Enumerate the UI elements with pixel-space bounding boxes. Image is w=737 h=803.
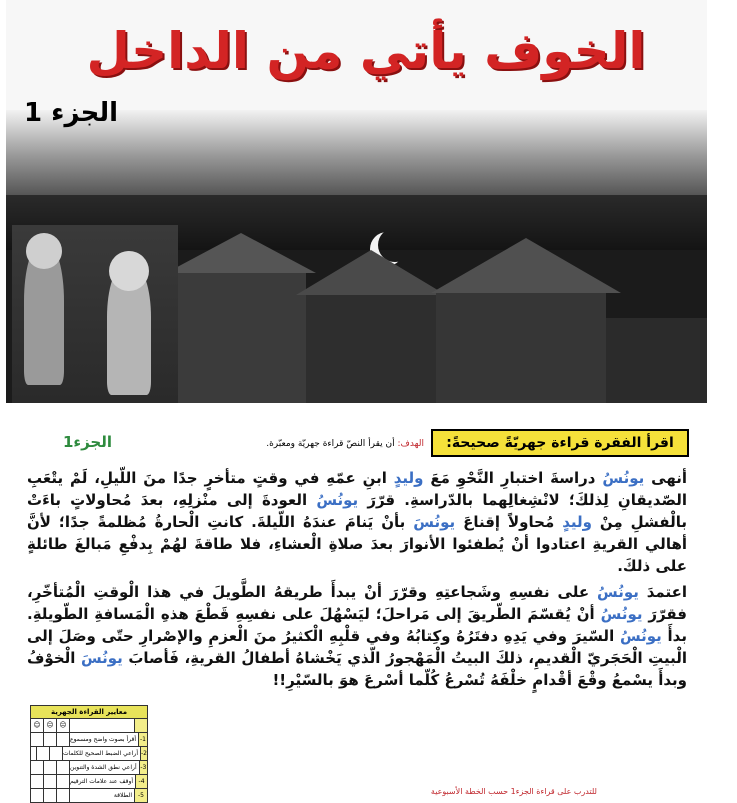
part-label: الجزء1 [62,433,112,451]
goal-text: أن يقرأ النصّ قراءة جهريّة ومعبّرة. [266,439,395,449]
footnote: للتدرب على قراءة الجزء1 حسب الخطة الأسبوعية [430,787,597,796]
rubric-title: معايير القراءة الجهرية [31,706,147,719]
rubric-row [31,733,147,747]
rubric-row-number: 4- [135,775,147,788]
house-middle [306,290,436,403]
rubric-face-icon: ☹ [57,719,70,732]
rubric-checkbox[interactable] [57,761,70,774]
rubric-criterion: أراعي نطق الشدة والتنوين [70,764,137,771]
rubric-criterion: الطلاقة [113,792,132,799]
character-name: يونُسُ [602,469,645,487]
character-name: يونُسُ [619,627,662,645]
rubric-criterion: أراعي الضبط الصحيح للكلمات [62,750,138,757]
rubric-criterion: أقرأ بصوت واضح ومسموع [70,736,136,743]
rubric-checkbox[interactable] [31,775,44,788]
rubric-checkbox[interactable] [57,733,70,746]
rubric-checkbox[interactable] [31,761,44,774]
rubric-face-icon: 😐 [44,719,57,732]
story-text [27,467,687,695]
house-far-right [606,318,707,403]
rubric-checkbox[interactable] [31,789,44,802]
story-segment: العودةَ إلى منْزلِهِ، بعدَ مُحاولاتٍ باءَتْ بالْفشلِ مِنْ [27,491,688,531]
banner-part-label: الجزء 1 [24,98,119,128]
story-segment: أنْ يُقسّمَ الطّريقَ إلى مَراحلَ؛ ليَسْهُلَ على نفسِهِ قَطْعَ هذهِ الْمَسافةِ الطّويلةِ. بدأَ [27,605,687,645]
rubric-row [31,747,147,761]
story-paragraph [27,581,687,691]
story-segment: مُحاولاً إقناعَ [455,513,563,531]
rubric-checkbox[interactable] [57,775,70,788]
rubric-row-number: 3- [139,761,147,774]
rubric-checkbox[interactable] [31,733,44,746]
story-segment: على نفسِهِ وشَجاعتِهِ وقرّرَ أنْ يبدأَ طريقهُ الطَّويلَ في هذا الْوقتِ الْمُتأخّرِ، فقرّرَ [27,583,688,623]
rubric-checkbox[interactable] [24,747,37,760]
reading-rubric-table [30,705,148,803]
character-name: وليدٍ [562,513,592,531]
rubric-row [31,761,147,775]
story-segment: بأنْ يَنامَ عندَهُ اللّيلةَ. كانتِ الْحارةُ مُظلمةً جدًا؛ لأنَّ أهالي القريةِ اعتادوا أنْ يُطفئوا الأنوارَ بعدَ صلاةِ الْعشاءِ، فلا طاقةَ لهُمْ بِدفْعِ مَبالغَ طائلةٍ على ذلكَ. [27,513,687,575]
story-segment: الْخوْفُ وبدأَ يسْمعُ وقْعَ أقْدامٍ خلْفَهُ تُسْرعُ كُلّما أسْرعَ هوَ بالسّيْرِ!! [27,649,687,689]
rubric-checkbox[interactable] [44,733,57,746]
rubric-checkbox[interactable] [37,747,50,760]
character-name: يونُسُ [596,583,639,601]
character-name: يونُسُ [316,491,359,509]
house-right [436,290,606,403]
task-instruction: اقرأ الفقرة قراءة جهريّةً صحيحةً: [431,429,689,457]
boy-right-head [109,251,149,291]
rubric-criterion: أوقف عند علامات الترقيم [70,778,134,785]
rubric-checkbox[interactable] [50,747,63,760]
worksheet [6,405,709,800]
character-name: يونُسَ [413,513,456,531]
story-segment: ابنِ عمّهِ في وقتٍ متأخرٍ جدًا منَ اللّيلِ، لَمْ يتْعَبِ الصّديقانِ لِذلكَ؛ لانْشِغالِهما بالدّراسةِ. قرّرَ [27,469,687,509]
rubric-row-number: 5- [134,789,147,802]
story-title: الخوف يأتي من الداخل [86,22,646,80]
character-name: وليدٍ [393,469,424,487]
rubric-face-row [31,719,147,733]
children-illustration [12,225,178,403]
story-segment: دراسةَ اختبارِ النَّحْوِ مَعَ [423,469,603,487]
boy-left-head [26,233,62,269]
rubric-row [31,775,147,789]
story-segment: اعتمدَ [638,583,687,601]
goal-label: الهدف: [397,439,424,449]
cover-illustration [6,0,707,403]
rubric-checkbox[interactable] [44,789,57,802]
story-segment: السّيرَ وفي يَدِهِ دفتَرُهُ وكِتابُهُ وفي قلْبِهِ الْكثيرُ منَ الْعزمِ والإصْرارِ حتّى وصَلَ إلى الْبيتِ الْحَجَريّ الْقديمِ، ذلكَ البيتُ الْمَهْجورُ الّذي يَخْشاهُ أطفالُ القريةِ، فَأصابَ [27,627,688,667]
rubric-row-number: 2- [140,747,147,760]
house-middle-roof [296,250,446,295]
rubric-row-number: 1- [138,733,147,746]
rubric-face-icon: ☺ [31,719,44,732]
house-right-roof [431,238,621,293]
rubric-checkbox[interactable] [57,789,70,802]
rubric-checkbox[interactable] [44,761,57,774]
story-paragraph [27,467,687,577]
rubric-faces [31,719,70,732]
house-left-roof [166,233,316,273]
character-name: يونُسُ [600,605,643,623]
rubric-checkbox[interactable] [44,775,57,788]
rubric-row [31,789,147,802]
rubric-rows [31,733,147,802]
lesson-goal [266,439,424,449]
house-left [171,268,306,403]
character-name: يونُسَ [80,649,123,667]
story-segment: أنهى [644,469,688,487]
